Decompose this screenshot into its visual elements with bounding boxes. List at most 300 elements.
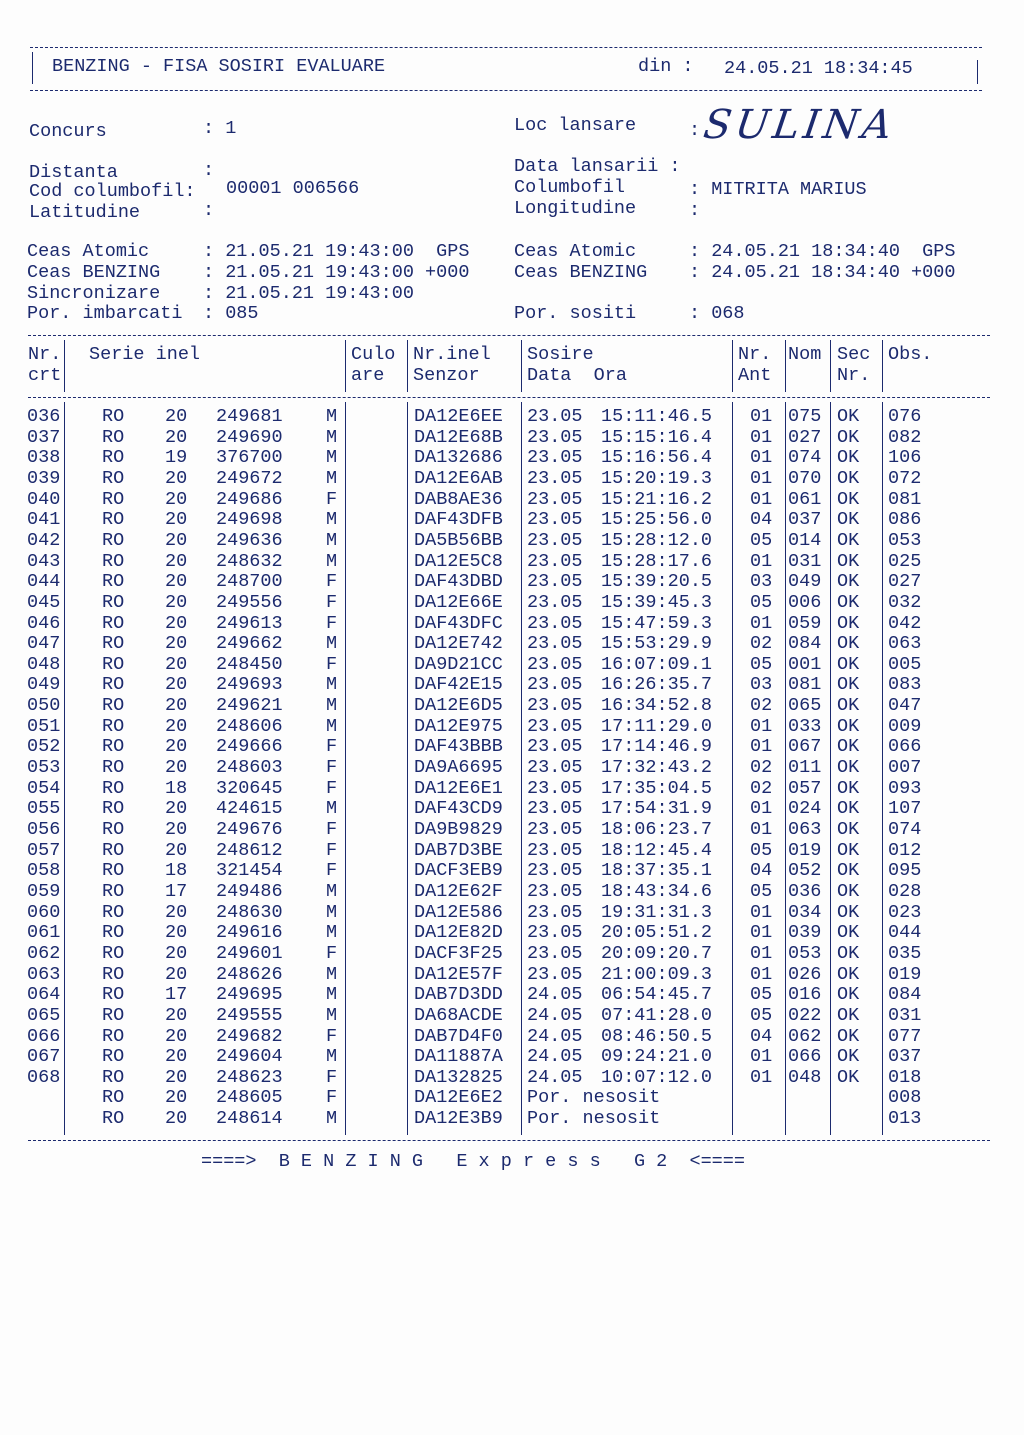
row-obs: 032: [888, 591, 922, 613]
row-date: 24.05: [527, 1025, 583, 1047]
column-divider: [345, 402, 346, 1135]
row-country: RO: [102, 653, 125, 675]
row-sensor-id: DAF43BBB: [414, 736, 503, 758]
row-nom: 049: [788, 571, 822, 593]
row-ant: 05: [750, 591, 773, 613]
row-date: 23.05: [527, 963, 583, 985]
latitudine-value: :: [203, 200, 215, 221]
row-sensor-id: DA132825: [414, 1066, 503, 1088]
row-sex: M: [326, 715, 338, 737]
data-lansarii-label: Data lansarii :: [514, 156, 681, 177]
row-date: 23.05: [527, 860, 583, 882]
row-nom: 066: [788, 1046, 822, 1068]
row-country: RO: [102, 860, 125, 882]
row-country: RO: [102, 674, 125, 696]
row-sec: OK: [837, 633, 860, 655]
loc-lansare-label: Loc lansare: [514, 115, 637, 136]
row-sensor-id: DA12E3B9: [414, 1108, 503, 1130]
row-obs: 076: [888, 406, 922, 427]
row-date: 23.05: [527, 901, 583, 923]
row-year: 20: [165, 1046, 188, 1068]
right-clock-value: : 24.05.21 18:34:40 GPS: [689, 241, 956, 262]
row-nom: 019: [788, 839, 822, 861]
row-nr: 046: [27, 612, 61, 634]
row-sensor-id: DA12E68B: [414, 426, 503, 448]
row-year: 20: [165, 695, 188, 717]
row-country: RO: [102, 901, 125, 923]
row-sex: M: [326, 550, 338, 572]
header-column-divider: [882, 340, 883, 392]
row-sex: F: [326, 777, 338, 799]
row-sec: OK: [837, 1025, 860, 1047]
row-sex: M: [326, 509, 338, 531]
row-nr: 065: [27, 1004, 61, 1026]
row-ant: 05: [750, 880, 773, 902]
row-ant: 01: [750, 488, 773, 510]
row-sex: F: [326, 571, 338, 593]
row-country: RO: [102, 963, 125, 985]
row-country: RO: [102, 715, 125, 737]
row-year: 17: [165, 880, 188, 902]
row-country: RO: [102, 509, 125, 531]
row-country: RO: [102, 1108, 125, 1130]
row-country: RO: [102, 1066, 125, 1088]
row-sex: F: [326, 757, 338, 779]
row-sensor-id: DA12E57F: [414, 963, 503, 985]
row-obs: 023: [888, 901, 922, 923]
row-nr: 051: [27, 715, 61, 737]
row-sex: F: [326, 1066, 338, 1088]
row-country: RO: [102, 777, 125, 799]
row-year: 20: [165, 963, 188, 985]
row-nom: 037: [788, 509, 822, 531]
row-year: 20: [165, 529, 188, 551]
row-ring-serial: 249486: [216, 880, 283, 902]
row-ring-serial: 248626: [216, 963, 283, 985]
row-sensor-id: DAB7D4F0: [414, 1025, 503, 1047]
column-header-obs: Obs.: [888, 344, 933, 365]
row-nr: 049: [27, 674, 61, 696]
row-sec: OK: [837, 963, 860, 985]
row-ant: 02: [750, 633, 773, 655]
row-nom: 075: [788, 406, 822, 427]
row-time: 18:06:23.7: [601, 819, 713, 840]
header-column-divider: [785, 340, 786, 392]
row-sensor-id: DA12E6EE: [414, 406, 503, 427]
row-time: 15:16:56.4: [601, 447, 713, 469]
row-nr: 040: [27, 488, 61, 510]
row-year: 20: [165, 1066, 188, 1088]
row-sex: M: [326, 695, 338, 717]
row-nom: 033: [788, 715, 822, 737]
right-clock-label: Ceas Atomic: [514, 241, 637, 262]
row-ant: 05: [750, 653, 773, 675]
header-column-divider: [64, 340, 65, 392]
row-ant: 01: [750, 798, 773, 820]
row-date: 23.05: [527, 571, 583, 593]
row-sec: OK: [837, 550, 860, 572]
row-nr: 067: [27, 1046, 61, 1068]
row-ant: 01: [750, 1046, 773, 1068]
row-sec: OK: [837, 839, 860, 861]
row-time: 08:46:50.5: [601, 1025, 713, 1047]
row-date: Por. nesosit: [527, 1087, 661, 1109]
print-timestamp: 24.05.21 18:34:45: [724, 58, 913, 79]
row-sex: M: [326, 880, 338, 902]
row-sensor-id: DA12E6D5: [414, 695, 503, 717]
row-year: 19: [165, 447, 188, 469]
row-year: 20: [165, 922, 188, 944]
row-obs: 107: [888, 798, 922, 820]
row-time: 15:21:16.2: [601, 488, 713, 510]
row-nr: 060: [27, 901, 61, 923]
latitudine-label: Latitudine: [29, 202, 141, 223]
row-time: 15:15:16.4: [601, 426, 713, 448]
row-sensor-id: DA11887A: [414, 1046, 503, 1068]
right-clock-value: : 068: [689, 303, 745, 324]
row-sensor-id: DA68ACDE: [414, 1004, 503, 1026]
row-obs: 081: [888, 488, 922, 510]
row-nr: 059: [27, 880, 61, 902]
row-ring-serial: 249555: [216, 1004, 283, 1026]
row-date: 23.05: [527, 447, 583, 469]
row-ring-serial: 249695: [216, 984, 283, 1006]
row-time: 15:20:19.3: [601, 467, 713, 489]
row-obs: 018: [888, 1066, 922, 1088]
row-nom: 063: [788, 819, 822, 840]
row-nom: 006: [788, 591, 822, 613]
row-country: RO: [102, 591, 125, 613]
row-sensor-id: DAB7D3DD: [414, 984, 503, 1006]
row-obs: 027: [888, 571, 922, 593]
longitudine-label: Longitudine: [514, 198, 637, 219]
row-sec: OK: [837, 591, 860, 613]
row-ant: 01: [750, 612, 773, 634]
row-sex: F: [326, 488, 338, 510]
row-sex: M: [326, 1108, 338, 1130]
row-sensor-id: DAF43CD9: [414, 798, 503, 820]
left-clock-value: : 21.05.21 19:43:00: [203, 283, 414, 304]
row-sex: M: [326, 467, 338, 489]
row-sensor-id: DA12E62F: [414, 880, 503, 902]
row-country: RO: [102, 736, 125, 758]
cod-columbofil-value: 00001 006566: [226, 178, 360, 199]
row-ant: 01: [750, 963, 773, 985]
row-year: 20: [165, 942, 188, 964]
row-nom: 081: [788, 674, 822, 696]
row-sec: OK: [837, 488, 860, 510]
right-clock-value: : 24.05.21 18:34:40 +000: [689, 262, 956, 283]
loc-lansare-colon: :: [689, 120, 701, 141]
row-sec: OK: [837, 529, 860, 551]
row-sex: M: [326, 984, 338, 1006]
row-sec: OK: [837, 736, 860, 758]
row-ant: 01: [750, 406, 773, 427]
column-header-nom: Nom: [788, 344, 822, 365]
row-nr: 054: [27, 777, 61, 799]
row-sec: OK: [837, 467, 860, 489]
row-sec: OK: [837, 447, 860, 469]
row-ant: 01: [750, 1066, 773, 1088]
row-sec: OK: [837, 922, 860, 944]
row-time: 20:09:20.7: [601, 942, 713, 964]
row-sex: F: [326, 612, 338, 634]
row-sex: M: [326, 901, 338, 923]
row-year: 20: [165, 736, 188, 758]
row-country: RO: [102, 1025, 125, 1047]
row-year: 18: [165, 860, 188, 882]
row-date: 23.05: [527, 757, 583, 779]
column-header-inel2: Senzor: [413, 365, 480, 386]
table-bottom-rule: [28, 1140, 990, 1141]
row-nom: 026: [788, 963, 822, 985]
longitudine-value: :: [689, 200, 701, 221]
row-nom: 024: [788, 798, 822, 820]
row-sex: M: [326, 406, 338, 427]
left-clock-label: Ceas Atomic: [27, 241, 150, 262]
row-time: 19:31:31.3: [601, 901, 713, 923]
row-date: 23.05: [527, 819, 583, 840]
row-date: 23.05: [527, 509, 583, 531]
row-nr: 045: [27, 591, 61, 613]
row-sensor-id: DA12E6AB: [414, 467, 503, 489]
row-ant: 05: [750, 1004, 773, 1026]
row-country: RO: [102, 467, 125, 489]
row-sec: OK: [837, 509, 860, 531]
row-date: 23.05: [527, 880, 583, 902]
row-sensor-id: DA12E742: [414, 633, 503, 655]
row-year: 20: [165, 406, 188, 427]
column-divider: [882, 402, 883, 1135]
row-time: 18:12:45.4: [601, 839, 713, 861]
row-obs: 095: [888, 860, 922, 882]
row-date: 23.05: [527, 467, 583, 489]
row-obs: 053: [888, 529, 922, 551]
row-sensor-id: DA12E975: [414, 715, 503, 737]
columbofil-label: Columbofil: [514, 177, 626, 198]
row-ring-serial: 248632: [216, 550, 283, 572]
row-time: 20:05:51.2: [601, 922, 713, 944]
row-nr: 064: [27, 984, 61, 1006]
row-sec: OK: [837, 757, 860, 779]
row-nom: 039: [788, 922, 822, 944]
row-ant: 04: [750, 509, 773, 531]
row-country: RO: [102, 695, 125, 717]
row-sex: F: [326, 1087, 338, 1109]
row-time: 17:32:43.2: [601, 757, 713, 779]
row-obs: 093: [888, 777, 922, 799]
row-ring-serial: 249686: [216, 488, 283, 510]
right-clock-label: Ceas BENZING: [514, 262, 648, 283]
row-sex: F: [326, 860, 338, 882]
row-sec: OK: [837, 860, 860, 882]
din-label: din :: [638, 56, 694, 77]
row-year: 20: [165, 612, 188, 634]
row-obs: 086: [888, 509, 922, 531]
row-obs: 077: [888, 1025, 922, 1047]
row-year: 20: [165, 591, 188, 613]
row-ring-serial: 376700: [216, 447, 283, 469]
row-date: 24.05: [527, 984, 583, 1006]
row-ring-serial: 248612: [216, 839, 283, 861]
row-obs: 028: [888, 880, 922, 902]
row-nr: 047: [27, 633, 61, 655]
row-obs: 019: [888, 963, 922, 985]
row-ant: 05: [750, 839, 773, 861]
row-nr: 050: [27, 695, 61, 717]
row-obs: 047: [888, 695, 922, 717]
row-obs: 013: [888, 1108, 922, 1130]
row-ant: 02: [750, 757, 773, 779]
row-country: RO: [102, 633, 125, 655]
row-sex: M: [326, 426, 338, 448]
row-time: 07:41:28.0: [601, 1004, 713, 1026]
row-nom: 048: [788, 1066, 822, 1088]
row-ring-serial: 248623: [216, 1066, 283, 1088]
row-year: 20: [165, 1025, 188, 1047]
row-nom: 067: [788, 736, 822, 758]
row-year: 20: [165, 901, 188, 923]
row-country: RO: [102, 839, 125, 861]
row-obs: 025: [888, 550, 922, 572]
row-ring-serial: 248605: [216, 1087, 283, 1109]
row-sec: OK: [837, 798, 860, 820]
row-date: 23.05: [527, 922, 583, 944]
header-left-border: [32, 52, 33, 84]
row-nr: 062: [27, 942, 61, 964]
row-ant: 03: [750, 674, 773, 696]
row-nr: 056: [27, 819, 61, 840]
row-nr: 042: [27, 529, 61, 551]
row-country: RO: [102, 488, 125, 510]
row-ring-serial: 249616: [216, 922, 283, 944]
row-ring-serial: 249672: [216, 467, 283, 489]
row-year: 20: [165, 426, 188, 448]
row-year: 20: [165, 819, 188, 840]
row-nr: 057: [27, 839, 61, 861]
row-sensor-id: DA9D21CC: [414, 653, 503, 675]
row-ant: 01: [750, 447, 773, 469]
row-time: 15:47:59.3: [601, 612, 713, 634]
row-sec: OK: [837, 653, 860, 675]
row-sec: OK: [837, 612, 860, 634]
left-clock-label: Ceas BENZING: [27, 262, 161, 283]
row-country: RO: [102, 447, 125, 469]
column-header-ant2: Ant: [738, 365, 772, 386]
row-date: 23.05: [527, 715, 583, 737]
row-nr: 039: [27, 467, 61, 489]
row-date: 23.05: [527, 633, 583, 655]
row-country: RO: [102, 571, 125, 593]
concurs-value: : 1: [203, 118, 237, 139]
row-sex: M: [326, 447, 338, 469]
distanta-value: :: [203, 160, 215, 181]
header-column-divider: [830, 340, 831, 392]
row-time: 15:11:46.5: [601, 406, 713, 427]
row-ring-serial: 249693: [216, 674, 283, 696]
row-date: 23.05: [527, 653, 583, 675]
row-time: 17:35:04.5: [601, 777, 713, 799]
row-time: 15:25:56.0: [601, 509, 713, 531]
row-sensor-id: DA12E66E: [414, 591, 503, 613]
row-nom: 074: [788, 447, 822, 469]
row-ant: 04: [750, 1025, 773, 1047]
row-sec: OK: [837, 571, 860, 593]
row-nr: 044: [27, 571, 61, 593]
column-divider: [521, 402, 522, 1135]
row-ant: 04: [750, 860, 773, 882]
row-nr: 041: [27, 509, 61, 531]
row-ant: 01: [750, 426, 773, 448]
header-bottom-rule: [30, 90, 982, 91]
row-nr: 052: [27, 736, 61, 758]
column-header-sec2: Nr.: [837, 365, 871, 386]
row-year: 20: [165, 488, 188, 510]
row-year: 17: [165, 984, 188, 1006]
row-year: 20: [165, 550, 188, 572]
row-time: 15:53:29.9: [601, 633, 713, 655]
right-clock-label: Por. sositi: [514, 303, 637, 324]
row-ant: 01: [750, 550, 773, 572]
row-ring-serial: 249613: [216, 612, 283, 634]
row-ant: 01: [750, 715, 773, 737]
row-nr: 053: [27, 757, 61, 779]
row-sex: M: [326, 1004, 338, 1026]
column-header-nr2: crt: [28, 365, 62, 386]
row-sensor-id: DAF42E15: [414, 674, 503, 696]
row-country: RO: [102, 984, 125, 1006]
row-date: 23.05: [527, 798, 583, 820]
row-date: 23.05: [527, 736, 583, 758]
row-nr: 038: [27, 447, 61, 469]
row-ring-serial: 249601: [216, 942, 283, 964]
column-header-culo1: Culo: [351, 344, 396, 365]
row-ring-serial: 249698: [216, 509, 283, 531]
row-nr: 043: [27, 550, 61, 572]
row-time: 15:39:20.5: [601, 571, 713, 593]
row-year: 20: [165, 674, 188, 696]
row-sex: F: [326, 1025, 338, 1047]
row-ring-serial: 249604: [216, 1046, 283, 1068]
row-year: 20: [165, 1087, 188, 1109]
row-nom: 057: [788, 777, 822, 799]
row-ring-serial: 248630: [216, 901, 283, 923]
row-obs: 042: [888, 612, 922, 634]
row-nr: 066: [27, 1025, 61, 1047]
row-year: 20: [165, 509, 188, 531]
row-ring-serial: 249636: [216, 529, 283, 551]
row-sec: OK: [837, 1004, 860, 1026]
row-sensor-id: DAB7D3BE: [414, 839, 503, 861]
row-ring-serial: 424615: [216, 798, 283, 820]
left-clock-label: Por. imbarcati: [27, 303, 183, 324]
row-year: 20: [165, 839, 188, 861]
column-header-culo2: are: [351, 365, 385, 386]
header-column-divider: [407, 340, 408, 392]
row-obs: 074: [888, 819, 922, 840]
row-sex: F: [326, 653, 338, 675]
row-country: RO: [102, 550, 125, 572]
row-nr: 037: [27, 426, 61, 448]
row-sensor-id: DA9B9829: [414, 819, 503, 840]
row-date: 23.05: [527, 777, 583, 799]
row-nr: 048: [27, 653, 61, 675]
row-date: 23.05: [527, 406, 583, 427]
row-sec: OK: [837, 942, 860, 964]
row-obs: 066: [888, 736, 922, 758]
row-country: RO: [102, 819, 125, 840]
row-sensor-id: DA12E586: [414, 901, 503, 923]
